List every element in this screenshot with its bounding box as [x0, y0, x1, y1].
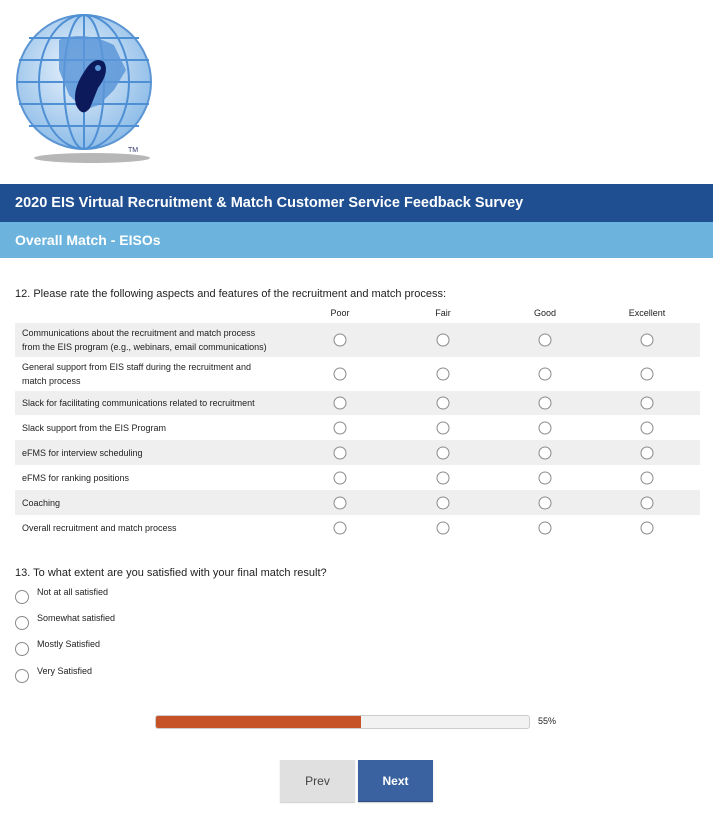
radio-good[interactable] — [539, 421, 552, 434]
row-label: General support from EIS staff during the recruitment and match process — [22, 362, 251, 386]
row-label: Slack support from the EIS Program — [22, 422, 167, 433]
radio-good[interactable] — [539, 368, 552, 381]
radio-button[interactable] — [15, 590, 29, 604]
section-title: Overall Match - EISOs — [0, 222, 713, 258]
progress-label: 55% — [538, 716, 557, 726]
trademark-mark: TM — [128, 147, 139, 154]
row-label: Coaching — [22, 497, 61, 508]
satisfaction-option[interactable] — [15, 639, 101, 656]
radio-good[interactable] — [539, 334, 552, 347]
radio-fair[interactable] — [437, 368, 450, 381]
radio-good[interactable] — [539, 521, 552, 534]
radio-fair[interactable] — [437, 397, 450, 410]
row-label: Communications about the recruitment and match process from the EIS program (e.g., webinars, email communications) — [22, 328, 267, 352]
progress-fill — [156, 716, 361, 728]
eis-globe-logo — [14, 10, 164, 170]
radio-excellent[interactable] — [641, 446, 654, 459]
column-header: Poor — [330, 308, 350, 318]
option-label: Somewhat satisfied — [37, 613, 116, 623]
row-label: Overall recruitment and match process — [22, 522, 177, 533]
radio-fair[interactable] — [437, 421, 450, 434]
option-label: Mostly Satisfied — [37, 639, 101, 649]
prev-button[interactable]: Prev — [280, 760, 355, 802]
radio-excellent[interactable] — [641, 521, 654, 534]
radio-poor[interactable] — [334, 368, 347, 381]
matrix-row — [15, 465, 700, 490]
radio-poor[interactable] — [334, 471, 347, 484]
column-header: Excellent — [628, 308, 666, 318]
radio-fair[interactable] — [437, 521, 450, 534]
radio-fair[interactable] — [437, 496, 450, 509]
rating-matrix — [15, 323, 700, 540]
satisfaction-option[interactable] — [15, 613, 116, 630]
radio-poor[interactable] — [334, 496, 347, 509]
radio-fair[interactable] — [437, 446, 450, 459]
satisfaction-option[interactable] — [15, 587, 109, 604]
radio-fair[interactable] — [437, 471, 450, 484]
progress-bar — [155, 715, 530, 729]
satisfaction-option[interactable] — [15, 666, 93, 683]
question-12-text: 12. Please rate the following aspects and features of the recruitment and match process: — [15, 288, 447, 300]
radio-poor[interactable] — [334, 421, 347, 434]
radio-button[interactable] — [15, 616, 29, 630]
radio-button[interactable] — [15, 642, 29, 656]
radio-excellent[interactable] — [641, 421, 654, 434]
row-label: Slack for facilitating communications related to recruitment — [22, 398, 255, 408]
radio-good[interactable] — [539, 471, 552, 484]
matrix-row — [15, 440, 700, 465]
matrix-row — [15, 490, 700, 515]
radio-excellent[interactable] — [641, 397, 654, 410]
matrix-row — [15, 391, 700, 415]
next-button[interactable]: Next — [358, 760, 433, 802]
radio-good[interactable] — [539, 397, 552, 410]
matrix-row — [15, 323, 700, 357]
radio-good[interactable] — [539, 446, 552, 459]
matrix-row — [15, 415, 700, 440]
radio-poor[interactable] — [334, 521, 347, 534]
column-header: Fair — [435, 308, 451, 318]
option-label: Not at all satisfied — [37, 587, 109, 597]
radio-fair[interactable] — [437, 334, 450, 347]
radio-poor[interactable] — [334, 334, 347, 347]
radio-poor[interactable] — [334, 446, 347, 459]
survey-title: 2020 EIS Virtual Recruitment & Match Customer Service Feedback Survey — [0, 184, 713, 222]
radio-excellent[interactable] — [641, 368, 654, 381]
question-13-text: 13. To what extent are you satisfied with your final match result? — [15, 567, 327, 579]
option-label: Very Satisfied — [37, 666, 93, 676]
radio-poor[interactable] — [334, 397, 347, 410]
radio-button[interactable] — [15, 669, 29, 683]
radio-excellent[interactable] — [641, 334, 654, 347]
column-header: Good — [533, 308, 557, 318]
radio-excellent[interactable] — [641, 471, 654, 484]
matrix-row — [15, 357, 700, 391]
matrix-row — [15, 515, 700, 540]
row-label: eFMS for ranking positions — [22, 472, 130, 483]
radio-excellent[interactable] — [641, 496, 654, 509]
radio-good[interactable] — [539, 496, 552, 509]
row-label: eFMS for interview scheduling — [22, 447, 143, 458]
